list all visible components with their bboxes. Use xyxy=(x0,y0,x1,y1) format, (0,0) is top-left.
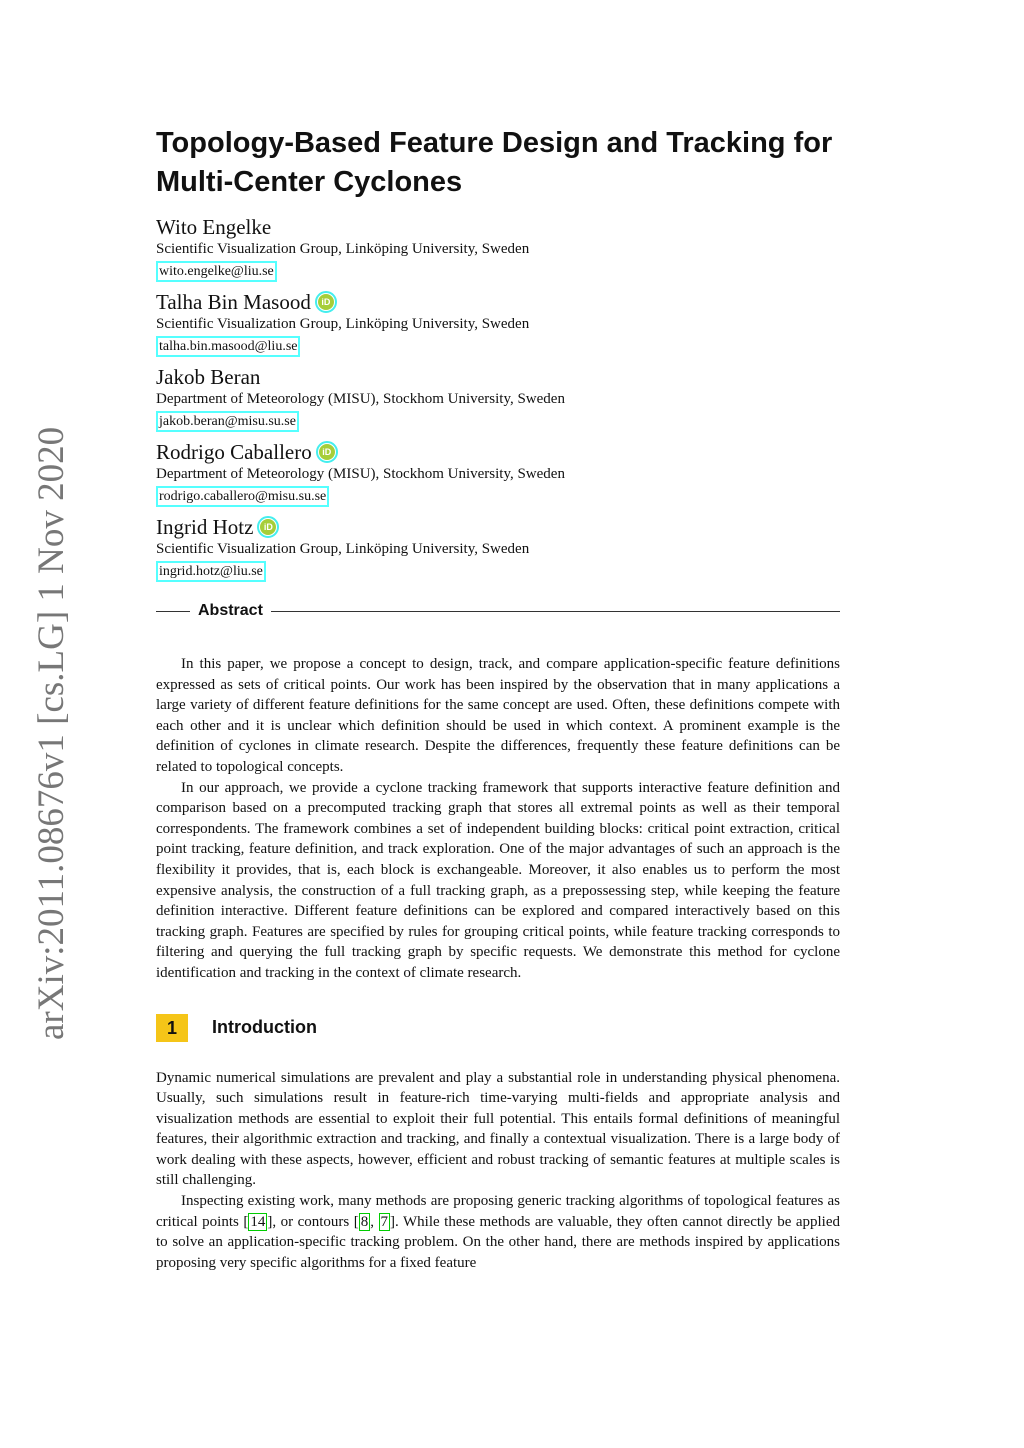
section-title: Introduction xyxy=(212,1017,317,1037)
orcid-icon[interactable]: iD xyxy=(260,519,276,535)
author-name: Rodrigo Caballero xyxy=(156,440,312,464)
paper-content xyxy=(156,124,840,1273)
author-email-link[interactable]: talha.bin.masood@liu.se xyxy=(156,336,300,357)
author-email-link[interactable]: rodrigo.caballero@misu.su.se xyxy=(156,486,329,507)
author-email-link[interactable]: wito.engelke@liu.se xyxy=(156,261,277,282)
orcid-icon[interactable]: iD xyxy=(319,444,335,460)
citation-link[interactable]: 14 xyxy=(250,1213,266,1230)
abstract-paragraph: In our approach, we provide a cyclone tracking framework that supports interactive feature definition and comparison based on a precomputed tracking graph that stores all extremal points as well as their temporal correspondents. The framework combines a set of independent building blocks: critical point extraction, critical point tracking, feature definition, and track exploration. One of the major advantages of such an approach is the flexibility it provides, that is, each block is exchangeable. Moreover, it also enables us to perform the most expensive analysis, the construction of a full tracking graph, as a prepossessing step, while keeping the feature definition interactive. Different feature definitions can be explored and compared interactively based on this tracking graph. Features are specified by rules for grouping critical points, while feature tracking corresponds to filtering and querying the full tracking graph by specific requests. We demonstrate this method for cyclone identification and tracking in the context of climate research. xyxy=(156,779,840,981)
author-block xyxy=(156,365,840,432)
body-paragraph: Dynamic numerical simulations are prevalent and play a substantial role in understanding physical phenomena. Usually, such simulations result in feature-rich time-varying multi-fields and appropriate analysis and visualization methods are essential to exploit their full potential. This entails formal definitions of meaningful features, their algorithmic extraction and tracking, and finally a contextual visualization. There is a large body of work dealing with these aspects, however, efficient and robust tracking of semantic features at multiple scales is still challenging. xyxy=(156,1069,840,1189)
author-name: Ingrid Hotz xyxy=(156,515,254,539)
abstract-rule-left xyxy=(156,611,190,612)
author-email-link[interactable]: jakob.beran@misu.su.se xyxy=(156,411,299,432)
body-text: , or contours xyxy=(272,1213,354,1230)
abstract-heading: Abstract xyxy=(198,602,263,619)
citation-link[interactable]: 7 xyxy=(380,1213,389,1230)
orcid-icon[interactable]: iD xyxy=(318,294,334,310)
author-block xyxy=(156,440,840,507)
author-block xyxy=(156,290,840,357)
section-number: 1 xyxy=(156,1014,188,1042)
author-name: Jakob Beran xyxy=(156,365,261,389)
author-affiliation: Scientific Visualization Group, Linköping University, Sweden xyxy=(156,316,530,332)
author-affiliation: Scientific Visualization Group, Linköping University, Sweden xyxy=(156,541,530,557)
citation-link[interactable]: 8 xyxy=(360,1213,369,1230)
author-block xyxy=(156,215,840,282)
paper-title: Topology-Based Feature Design and Tracking for Multi-Center Cyclones xyxy=(156,127,833,198)
author-affiliation: Scientific Visualization Group, Linköping University, Sweden xyxy=(156,241,530,257)
author-name: Wito Engelke xyxy=(156,215,272,239)
abstract-paragraph: In this paper, we propose a concept to design, track, and compare application-specific feature definitions expressed as sets of critical points. Our work has been inspired by the observation that in many applications a large variety of different feature definitions for the same concept are used. Often, these definitions compete with each other and it is unclear which definition should be used in which context. A prominent example is the definition of cyclones in climate research. Despite the differences, frequently these feature definitions can be related to topological concepts. xyxy=(156,656,840,775)
author-block xyxy=(156,515,840,582)
section-heading xyxy=(156,1014,840,1042)
author-name: Talha Bin Masood xyxy=(156,290,311,314)
author-affiliation: Department of Meteorology (MISU), Stockhom University, Sweden xyxy=(156,466,565,482)
abstract-header xyxy=(156,602,840,620)
arxiv-sidebar-stamp: arXiv:2011.08676v1 [cs.LG] 1 Nov 2020 xyxy=(31,426,72,1040)
author-affiliation: Department of Meteorology (MISU), Stockhom University, Sweden xyxy=(156,391,565,407)
body-text: Inspecting existing work, many methods are proposing generic tracking algorithms of topological features as critical points xyxy=(156,1193,840,1230)
author-email-link[interactable]: ingrid.hotz@liu.se xyxy=(156,561,266,582)
abstract-rule-right xyxy=(271,611,840,612)
body-paragraph: Inspecting existing work, many methods are proposing generic tracking algorithms of topological features as critical points [ 14 ], or contours [ 8 , 7 ]. While these methods are valuable, they often cannot directly be applied to solve an application-specific tracking problem. On the other hand, there are methods inspired by applications proposing very specific algorithms for a fixed feature xyxy=(156,1193,841,1271)
body-text: . While these methods are valuable, they often cannot directly be applied to solve an application-specific tracking problem. On the other hand, there are methods inspired by applications proposing very specific algorithms for a fixed feature xyxy=(156,1213,841,1271)
